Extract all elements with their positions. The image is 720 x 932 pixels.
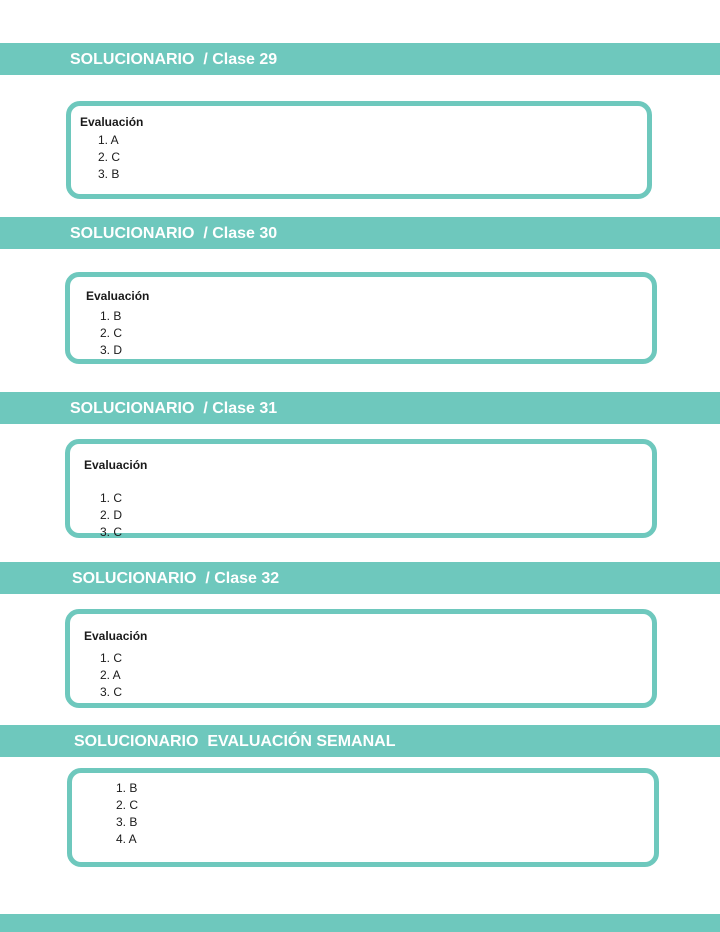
evaluation-label: Evaluación bbox=[84, 629, 148, 643]
answer-list bbox=[98, 132, 120, 183]
answer-item bbox=[100, 490, 122, 507]
evaluation-label: Evaluación bbox=[86, 289, 150, 303]
section-title: SOLUCIONARIO / Clase 31 bbox=[70, 400, 278, 417]
section-title: SOLUCIONARIO / Clase 30 bbox=[70, 225, 278, 242]
answer-item bbox=[100, 308, 122, 325]
answer-text: 1. B bbox=[100, 309, 122, 323]
answer-list bbox=[100, 308, 122, 359]
answer-item bbox=[116, 814, 138, 831]
answer-text: 2. D bbox=[100, 508, 123, 522]
answer-text: 1. C bbox=[100, 651, 123, 665]
section-title: SOLUCIONARIO / Clase 32 bbox=[72, 570, 280, 587]
section-header-clase-29 bbox=[0, 43, 720, 75]
answer-item bbox=[100, 650, 122, 667]
answer-item bbox=[100, 507, 122, 524]
evaluation-label: Evaluación bbox=[84, 458, 148, 472]
answer-box-clase-32 bbox=[65, 609, 657, 708]
answer-text: 3. B bbox=[116, 815, 138, 829]
answer-list bbox=[100, 650, 122, 701]
section-title: SOLUCIONARIO EVALUACIÓN SEMANAL bbox=[74, 733, 396, 750]
section-header-clase-32 bbox=[0, 562, 720, 594]
answer-item bbox=[116, 831, 138, 848]
answer-item bbox=[100, 342, 122, 359]
answer-item bbox=[98, 166, 120, 183]
answer-text: 2. C bbox=[116, 798, 139, 812]
answer-text: 2. C bbox=[98, 150, 121, 164]
answer-item bbox=[100, 325, 122, 342]
answer-box-clase-30 bbox=[65, 272, 657, 364]
answer-text: 1. B bbox=[116, 781, 138, 795]
answer-item bbox=[98, 149, 120, 166]
answer-text: 3. C bbox=[100, 525, 123, 539]
answer-item bbox=[100, 684, 122, 701]
answer-text: 2. A bbox=[100, 668, 121, 682]
answer-item bbox=[100, 667, 122, 684]
section-header-clase-31 bbox=[0, 392, 720, 424]
answer-text: 4. A bbox=[116, 832, 137, 846]
answer-list bbox=[116, 780, 138, 848]
answer-box-clase-29 bbox=[66, 101, 652, 199]
answer-text: 2. C bbox=[100, 326, 123, 340]
footer-band bbox=[0, 914, 720, 932]
answer-item bbox=[116, 780, 138, 797]
answer-box-evaluacion-semanal bbox=[67, 768, 659, 867]
answer-text: 3. C bbox=[100, 685, 123, 699]
answer-text: 1. A bbox=[98, 133, 119, 147]
answer-text: 3. B bbox=[98, 167, 120, 181]
answer-box-clase-31 bbox=[65, 439, 657, 538]
answer-text: 3. D bbox=[100, 343, 123, 357]
answer-text: 1. C bbox=[100, 491, 123, 505]
section-header-evaluacion-semanal bbox=[0, 725, 720, 757]
answer-item bbox=[98, 132, 120, 149]
answer-list bbox=[100, 490, 122, 541]
answer-item bbox=[100, 524, 122, 541]
answer-item bbox=[116, 797, 138, 814]
section-title: SOLUCIONARIO / Clase 29 bbox=[70, 51, 278, 68]
section-header-clase-30 bbox=[0, 217, 720, 249]
evaluation-label: Evaluación bbox=[80, 115, 144, 129]
